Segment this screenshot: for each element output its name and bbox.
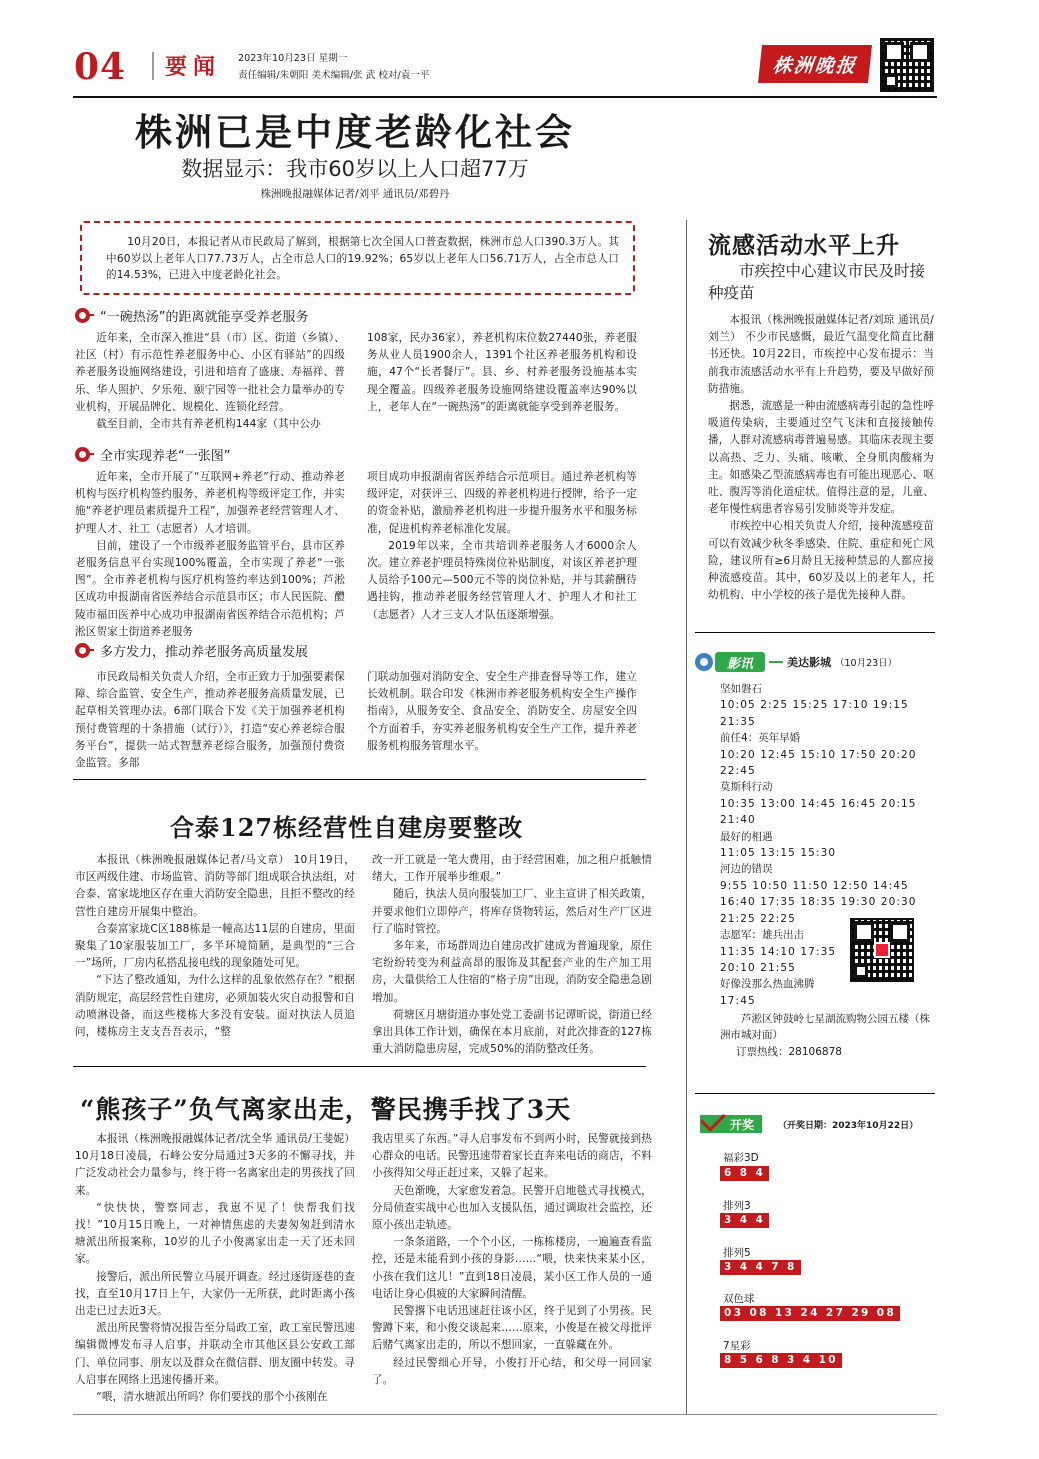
paragraph: 天色渐晚，大家愈发着急。民警开启地毯式寻找模式，分局侦查实战中心也加入支援队伍，通过调取社会监控，还原小孩出走轨迹。 xyxy=(372,1184,652,1232)
issue-date: 2023年10月23日 星期一 xyxy=(238,53,348,64)
paragraph: 民警撂下电话迅速赶往该小区，终于见到了小男孩。民警蹲下来，和小俊交谈起来……原来，小俊是在被父母批评后赌气离家出走的，所以不想回家，一直躲藏在外。 xyxy=(372,1305,652,1352)
paragraph: “喂，清水塘派出所吗？你们要找的那个小孩刚在 xyxy=(96,1391,328,1404)
article-column xyxy=(367,669,637,755)
lottery-name: 排列3 xyxy=(723,1200,751,1212)
byline: 株洲晚报融媒体记者/刘平 通讯员/邓碧丹 xyxy=(260,188,450,200)
lottery-numbers: 03 08 13 24 27 29 08 xyxy=(720,1306,900,1321)
section-heading: 全市实现养老“一张图” xyxy=(75,445,230,464)
side-article-title: 流感活动水平上升 xyxy=(708,232,900,259)
showtimes: 22:45 xyxy=(720,765,756,778)
paragraph: 门联动加强对消防安全、安全生产排查督导等工作，建立长效机制。联合印发《株洲市养老服务机构安全生产操作指南》，从服务安全、食品安全、消防安全、房屋安全四个方面着手，夯实养老服务机构安全生产工作，提升养老服务机构服务管理水平。 xyxy=(367,671,637,752)
lottery-name: 排列5 xyxy=(723,1247,751,1259)
showtimes: 21:35 xyxy=(720,715,756,728)
paragraph: 多年来，市场群周边自建房改扩建成为普遍现象，原住宅纷纷转变为利益高昂的服饰及其配套产业的生产加工用房，大量供给工人住宿的“格子房”出现，消防安全隐患急剧增加。 xyxy=(372,940,652,1004)
lottery-name: 双色球 xyxy=(723,1293,755,1305)
paragraph: 派出所民警将情况报告至分局政工室，政工室民警迅速编辑微博发布寻人启事，并联动全市其他区县公安政工部门、单位同事、朋友以及群众在微信群、朋友圈中转发。寻人启事在网络上迅速传播开来。 xyxy=(75,1322,355,1386)
showtimes: 9:55 10:50 11:50 12:50 14:45 xyxy=(720,879,909,892)
lottery-badge: 开奖 xyxy=(700,1115,762,1133)
showtimes: 21:25 22:25 xyxy=(720,912,796,925)
cinema-name: 美达影城 xyxy=(787,656,831,669)
film-title: 河边的错误 xyxy=(720,863,773,876)
qr-code-icon xyxy=(880,38,934,92)
side-article-subtitle: 市疾控中心建议市民及时接种疫苗 xyxy=(708,262,926,302)
paragraph: 截至目前，全市共有养老机构144家（其中公办 xyxy=(96,418,321,431)
film-reel-icon xyxy=(695,653,713,671)
paragraph: 108家，民办36家），养老机构床位数27440张，养老服务从业人员1900余人，1391个社区养老服务机构和设施，47个“长者餐厅”。县、乡、村养老服务设施基本实现全覆盖。四级养老服务设施网络建设覆盖率达90%以上，老年人在“一碗热汤”的距离就能享受到养老服务。 xyxy=(367,332,637,413)
paragraph: “快快快，警察同志，我崽不见了！快帮我们找找！”10月15日晚上，一对神情焦虑的夫妻匆匆赶到清水塘派出所报案称，10岁的儿子小俊离家出走一天了还未回家。 xyxy=(75,1201,355,1266)
article-divider xyxy=(73,779,646,780)
showtimes: 21:40 xyxy=(720,814,756,827)
lottery-header xyxy=(700,1114,935,1134)
paragraph: 改一开工就是一笔大费用，由于经营困难，加之租户抵触情绪大，工作开展举步维艰。” xyxy=(372,854,652,884)
lottery-numbers: 8 5 6 8 3 4 10 xyxy=(720,1353,842,1368)
cinema-qr-code-icon xyxy=(850,918,914,982)
paragraph: “下达了整改通知，为什么这样的乱象依然存在？”根据消防规定，高层经营性自建房，必须加装火灾自动报警和自动喷淋设备，而这些楼栋大多没有安装。面对执法人员追问，楼栋房主支支吾吾表示，“整 xyxy=(75,974,355,1039)
article-title: “熊孩子”负气离家出走，警民携手找了3天 xyxy=(80,1095,572,1124)
paragraph: 随后，执法人员向服装加工厂、业主宣讲了相关政策，并要求他们立即停产，将库存货物转运，然后对生产厂区进行了临时管控。 xyxy=(372,888,652,935)
article-column xyxy=(372,1131,652,1389)
column-divider xyxy=(686,220,687,1415)
ticket-hotline: 订票热线：28106878 xyxy=(736,1046,842,1058)
paragraph: 近年来，全市深入推进“县（市）区、街道（乡镇）、社区（村）有示范性养老服务中心、小区有驿站”的四级养老服务设施网络建设，引进和培育了盛康、寿福祥、普乐、华人照护、夕乐苑、颐宁园等一批社会力量举办的专业机构，开展品牌化、规模化、连锁化经营。 xyxy=(75,332,345,413)
showtimes: 16:40 17:35 18:35 19:30 20:30 xyxy=(720,896,917,909)
lottery-numbers: 3 4 4 xyxy=(720,1213,769,1228)
cinema-badge: 影讯 xyxy=(715,652,765,672)
film-title: 志愿军：雄兵出击 xyxy=(720,929,804,942)
paragraph: 本报讯（株洲晚报融媒体记者/马文章） 10月19日，市区两级住建、市场监管、消防等部门组成联合执法组，对合泰、富家垅地区存在重大消防安全隐患，且拒不整改的经营性自建房开展集中整治。 xyxy=(75,854,355,918)
section-name: 要闻 xyxy=(165,55,222,80)
page-number: 04 xyxy=(74,46,127,88)
showtimes: 10:20 12:45 15:10 17:50 20:20 xyxy=(720,748,917,761)
lottery-numbers: 6 8 4 xyxy=(720,1166,769,1181)
section-heading: “一碗热汤”的距离就能享受养老服务 xyxy=(75,306,308,325)
paragraph: 合泰富家垅C区188栋是一幢高达11层的自建房，里面聚集了10家服装加工厂，多半环境简陋，是典型的“三合一”场所，厂房内私搭乱接电线的现象随处可见。 xyxy=(75,922,355,970)
bullet-icon xyxy=(75,643,90,658)
footer-rule xyxy=(73,1414,937,1415)
article-column xyxy=(75,852,355,1041)
headline: 株洲已是中度老龄化社会 xyxy=(135,110,575,154)
film-title: 好像没那么热血沸腾 xyxy=(720,978,815,991)
article-column xyxy=(75,1131,355,1406)
showtimes: 11:35 14:10 17:35 xyxy=(720,945,837,958)
showtimes: 20:10 21:55 xyxy=(720,961,796,974)
paragraph: 近年来，全市开展了“互联网+养老”行动、推动养老机构与医疗机构签约服务、养老机构等级评定工作，并实施“养老护理员素质提升工程”，加强养老经营管理人才、护理人才、社工（志愿者）人才培训。 xyxy=(75,471,345,535)
paragraph: 项目成功申报湖南省医养结合示范项目。通过养老机构等级评定，对获评三、四级的养老机构进行授牌，给予一定的资金补贴，激励养老机构进一步提升服务水平和服务标准，促进机构养老标准化发展。 xyxy=(367,471,637,535)
paragraph: 市民政局相关负责人介绍，全市正致力于加强要素保障、综合监管、安全生产，推动养老服务高质量发展，已起草相关管理办法。6部门联合下发《关于加强养老机构预付费管理的十条措施（试行）》，打造“安心养老综合服务平台”，提供一站式智慧养老综合服务，加强预付费资金监管。多部 xyxy=(75,671,345,770)
cinema-date: （10月23日） xyxy=(835,658,898,669)
lottery-numbers: 3 4 4 7 8 xyxy=(720,1260,801,1275)
film-title: 最好的相遇 xyxy=(720,830,773,843)
paragraph: 经过民警细心开导，小俊打开心结，和父母一同回家了。 xyxy=(372,1356,652,1386)
article-column xyxy=(367,469,637,624)
film-title: 莫斯科行动 xyxy=(720,781,773,794)
lead-paragraph: 10月20日，本报记者从市民政局了解到，根据第七次全国人口普查数据，株洲市总人口390.3万人。其中60岁以上老年人口77.73万人，占全市总人口的19.92%；65岁以上老年人口56.71万人，占全市总人口的14.53%，已进入中度老龄化社会。 xyxy=(106,236,619,281)
film-title: 坚如磐石 xyxy=(720,683,762,695)
header-divider xyxy=(152,52,154,80)
paragraph: 目前，建设了一个市级养老服务监管平台，县市区养老服务信息平台实现100%覆盖，全市实现了养老“一张图”。全市养老机构与医疗机构签约率达到100%；芦淞区成功申报湖南省医养结合示范县市区；市人民医院、醴陵市福田医养中心成功申报湖南省医养结合示范机构；芦淞区贺家土街道养老服务 xyxy=(75,539,345,638)
paragraph: 本报讯（株洲晚报融媒体记者/刘琼 通讯员/刘兰） 不少市民感慨，最近气温变化简直比翻书还快。10月22日，市疾控中心发布提示：当前我市流感活动水平有上升趋势，要及早做好预防措施。 xyxy=(708,314,934,395)
badge-rule xyxy=(769,661,783,663)
subheadline: 数据显示：我市60岁以上人口超77万 xyxy=(181,157,529,181)
article-column xyxy=(75,669,345,772)
paragraph: 一条条道路，一个个小区，一栋栋楼房，一遍遍查看监控，还是未能看到小孩的身影……“喂，快来快来某小区，小孩在我们这儿！”直到18日凌晨，某小区工作人员的一通电话让身心俱疲的大家瞬间清醒。 xyxy=(372,1236,652,1300)
side-article-body xyxy=(708,312,934,604)
editor-credits: 责任编辑/朱朝阳 美术编辑/张 武 校对/袁一平 xyxy=(238,70,430,81)
paragraph: 荷塘区月塘街道办事处党工委副书记谭昕说，街道已经拿出具体工作计划，确保在本月底前，对此次排查的127栋重大消防隐患房屋，完成50%的消防整改任务。 xyxy=(372,1008,652,1056)
showtimes: 10:35 13:00 14:45 16:45 20:15 xyxy=(720,797,917,810)
film-title: 前任4：英年早婚 xyxy=(720,732,801,745)
article-column xyxy=(372,852,652,1058)
bullet-icon xyxy=(75,308,90,323)
paragraph: 我店里买了东西。”寻人启事发布不到两小时，民警就接到热心群众的电话。民警迅速带着家长直奔来电话的商店，不料小孩得知父母正赶过来，又躲了起来。 xyxy=(372,1133,652,1180)
article-column xyxy=(75,469,345,641)
bullet-icon xyxy=(75,447,90,462)
paragraph: 本报讯（株洲晚报融媒体记者/沈全华 通讯员/王斐妮） 10月18日凌晨，石峰公安分局通过3天多的不懈寻找，并广泛发动社会力量参与，终于将一名离家出走的男孩找了回来。 xyxy=(75,1133,355,1197)
cinema-header xyxy=(695,651,935,673)
newspaper-logo: 株洲晚报 xyxy=(758,45,872,83)
showtimes: 10:05 2:25 15:25 17:10 19:15 xyxy=(720,699,909,712)
side-divider xyxy=(695,632,935,633)
lottery-name: 7星彩 xyxy=(723,1340,751,1352)
article-column xyxy=(75,330,345,433)
article-divider xyxy=(73,1066,646,1067)
paragraph: 2019年以来，全市共培训养老服务人才6000余人次。建立养老护理员特殊岗位补贴制度，对该区养老护理人员给予100元—500元不等的岗位补贴，并与其薪酬待遇挂钩，推动养老服务经营管理人才、护理人才和社工（志愿者）人才三支人才队伍逐渐增强。 xyxy=(367,539,637,621)
article-column xyxy=(367,330,637,416)
lead-box xyxy=(80,221,635,295)
side-divider xyxy=(695,1093,935,1094)
paragraph: 接警后，派出所民警立马展开调查。经过逐街逐巷的查找，直至10月17日上午，大家仍一无所获，此时距离小孩出走已过去近3天。 xyxy=(75,1270,355,1318)
cinema-address: 芦淞区钟鼓岭七星湖流购物公园五楼（株洲市城对面） xyxy=(720,1013,930,1042)
section-heading: 多方发力，推动养老服务高质量发展 xyxy=(75,641,308,660)
lottery-name: 福彩3D xyxy=(723,1152,759,1164)
paragraph: 市疾控中心相关负责人介绍，接种流感疫苗可以有效减少秋冬季感染、住院、重症和死亡风险，建议所有≥6月龄且无接种禁忌的人都应接种流感疫苗。其中，60岁及以上的老年人，托幼机构、中小学校的孩子是优先接种人群。 xyxy=(708,520,934,602)
showtimes: 17:45 xyxy=(720,994,756,1007)
showtimes: 11:05 13:15 15:30 xyxy=(720,847,837,860)
header-rule xyxy=(73,96,937,98)
lottery-date: （开奖日期：2023年10月22日） xyxy=(778,1120,919,1131)
article-title: 合泰127栋经营性自建房要整改 xyxy=(170,813,524,842)
paragraph: 据悉，流感是一种由流感病毒引起的急性呼吸道传染病，主要通过空气飞沫和直接接触传播，人群对流感病毒普遍易感。其临床表现主要以高热、乏力、头痛、咳嗽、全身肌肉酸痛为主。如感染乙型流感病毒也有可能出现恶心、呕吐、腹泻等消化道症状。值得注意的是，儿童、老年慢性病患者容易引发肺炎等并发症。 xyxy=(708,400,934,516)
